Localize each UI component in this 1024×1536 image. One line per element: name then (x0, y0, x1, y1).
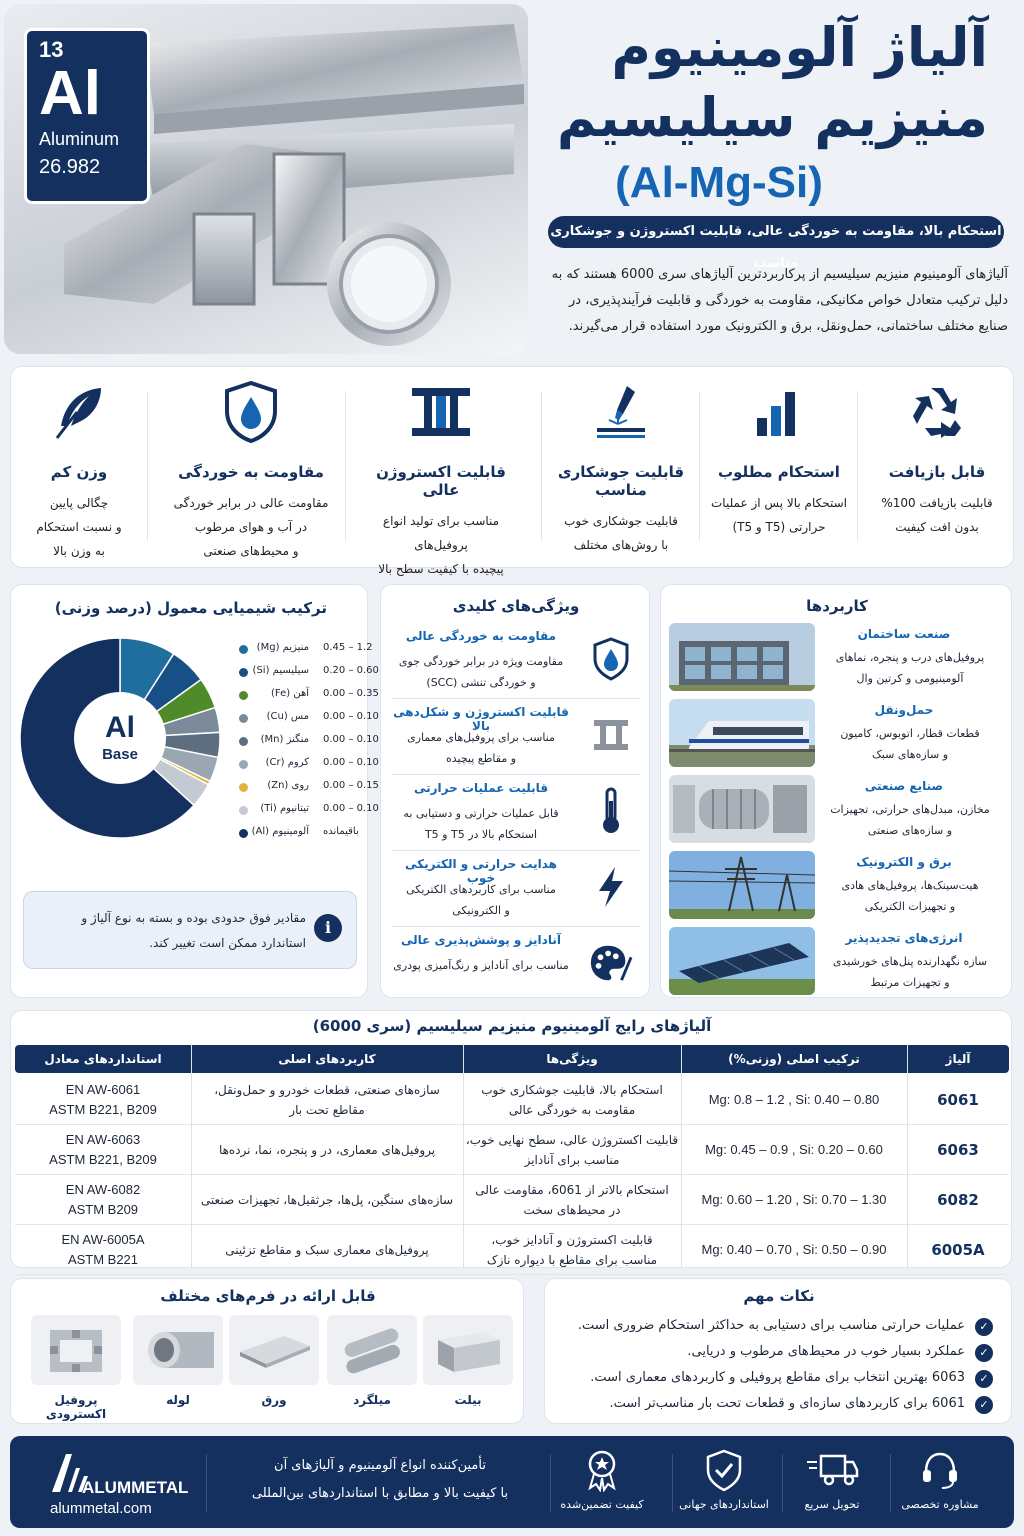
power-tower-photo (669, 851, 815, 919)
tip-item (553, 1369, 993, 1391)
key-features-panel (380, 584, 650, 998)
element-name: Aluminum (39, 129, 120, 149)
sheet-icon (234, 1322, 314, 1378)
form-pipe (133, 1315, 223, 1421)
feature-desc: مناسب برای تولید انواع پروفیل‌های (382, 514, 500, 552)
footer-bar (10, 1436, 1014, 1528)
form-sheet (229, 1315, 319, 1421)
check-icon: ✓ (975, 1370, 993, 1388)
shield-check-icon (704, 1448, 744, 1492)
key-feature-desc: و مقاطع پیچیده (445, 752, 517, 765)
legend-swatch (239, 645, 248, 654)
form-label: ورق (261, 1393, 287, 1407)
cell-uses-text: سازه‌های سنگین، پل‌ها، جرثقیل‌ها، تجهیزات صنعتی (200, 1193, 454, 1207)
check-icon: ✓ (975, 1344, 993, 1362)
cell-alloy-text: 6005A (931, 1241, 985, 1259)
cell-alloy-text: 6063 (937, 1141, 979, 1159)
legend-range: 0.00 – 0.10 (323, 757, 379, 768)
legend-label: تیتانیوم (Ti) (260, 803, 309, 814)
legend-swatch (239, 760, 248, 769)
cell-properties-text: قابلیت اکستروژن و آنادایز خوب، (491, 1233, 653, 1247)
legend-range: 0.00 – 0.10 (323, 734, 379, 745)
table-row (15, 1075, 1009, 1125)
cell-alloy (907, 1225, 1009, 1275)
application-desc: آلومینیومی و کرتین وال (856, 672, 964, 685)
application-desc: و سازه‌های صنعتی (867, 824, 953, 837)
application-desc: و سازه‌های سبک (871, 748, 949, 761)
application-item (667, 773, 1007, 843)
key-feature-desc: مناسب برای پروفیل‌های معماری (407, 731, 555, 744)
tip-text: عملکرد بسیار خوب در محیط‌های مرطوب و دریایی. (687, 1344, 965, 1359)
cell-composition-text: Mg: 0.60 – 1.20 , Si: 0.70 – 1.30 (701, 1192, 887, 1207)
water-drop-shield-icon (221, 379, 281, 445)
shield-drop-icon (591, 637, 631, 681)
legend-item (239, 733, 379, 751)
key-feature-item (391, 927, 641, 1003)
legend-label: آلومینیوم (Al) (251, 826, 309, 837)
cell-standards (15, 1175, 191, 1225)
footer-tagline2: با کیفیت بالا و مطابق با استانداردهای بین‌المللی (251, 1486, 509, 1501)
key-feature-title: قابلیت عملیات حرارتی (413, 781, 549, 795)
legend-swatch (239, 691, 248, 700)
train-photo (669, 699, 815, 767)
table-header (15, 1045, 1009, 1073)
applications-panel (660, 584, 1012, 998)
legend-swatch (239, 737, 248, 746)
bar-chart-icon (749, 382, 809, 442)
brand-name: ALUMMETAL (82, 1478, 189, 1497)
cell-uses (191, 1075, 463, 1125)
legend-label: منیزیم (Mg) (256, 642, 309, 653)
form-label: بیلت (454, 1393, 482, 1407)
cell-properties (463, 1075, 681, 1125)
feather-icon (49, 382, 109, 442)
header-composition: ترکیب اصلی (وزنی%) (728, 1052, 860, 1066)
legend-range: 0.00 – 0.10 (323, 803, 379, 814)
feature-title: وزن کم (50, 463, 108, 481)
tip-item (553, 1395, 993, 1417)
feature-desc: قابلیت بازیافت 100% (881, 496, 993, 510)
hero-image-aluminum-profiles (4, 4, 528, 354)
feature-corrosion (161, 377, 341, 557)
header-alloy: آلیاژ (945, 1052, 971, 1066)
forms-title: قابل ارائه در فرم‌های مختلف (160, 1287, 376, 1305)
key-feature-title: آنادایز و پوشش‌پذیری عالی (401, 933, 561, 947)
cell-uses-text: سازه‌های صنعتی، قطعات خودرو و حمل‌ونقل، (214, 1083, 440, 1097)
composition-title: ترکیب شیمیایی معمول (درصد وزنی) (54, 599, 327, 617)
key-feature-desc: مناسب برای آنادایز و رنگ‌آمیزی پودری (393, 959, 569, 972)
footer-tagline1: تأمین‌کننده انواع آلومینیوم و آلیاژهای آن (274, 1458, 486, 1473)
cell-standards-text: ASTM B221, B209 (49, 1102, 157, 1117)
application-desc: مخازن، مبدل‌های حرارتی، تجهیزات (830, 803, 990, 816)
application-desc: پروفیل‌های درب و پنجره، نماهای (835, 651, 985, 664)
cell-alloy-text: 6082 (937, 1191, 979, 1209)
periodic-element-tile (24, 28, 150, 204)
feature-lightweight (1, 377, 157, 557)
feature-desc: و محیط‌های صنعتی (203, 544, 299, 558)
key-feature-title: قابلیت اکستروژن و شکل‌دهی بالا (393, 705, 569, 733)
cell-composition (681, 1075, 907, 1125)
cell-properties-text: مقاومت به خوردگی عالی (508, 1103, 636, 1117)
service-delivery (782, 1448, 882, 1511)
product-forms-panel (10, 1278, 524, 1424)
application-item (667, 849, 1007, 919)
tips-title: نکات مهم (743, 1287, 815, 1305)
feature-desc: قابلیت جوشکاری خوب (564, 514, 678, 528)
application-desc: قطعات قطار، اتوبوس، کامیون (840, 727, 980, 740)
cell-uses-text: مقاطع تحت بار (289, 1103, 365, 1117)
cell-standards-text: EN AW-6082 (65, 1182, 141, 1197)
service-label: استانداردهای جهانی (679, 1498, 769, 1511)
service-label: مشاوره تخصصی (901, 1498, 979, 1511)
legend-item (239, 756, 379, 774)
cell-composition (681, 1175, 907, 1225)
paint-palette-icon (589, 943, 633, 983)
feature-desc: بدون افت کیفیت (895, 520, 979, 534)
cell-uses (191, 1125, 463, 1175)
header-standards: استانداردهای معادل (44, 1052, 162, 1066)
table-row (15, 1225, 1009, 1275)
extruded-profile-icon (36, 1322, 116, 1378)
feature-desc: استحکام بالا پس از عملیات (711, 496, 847, 510)
legend-label: کروم (Cr) (265, 757, 309, 768)
legend-range: 0.00 – 0.35 (323, 688, 379, 699)
cell-composition-text: Mg: 0.40 – 0.70 , Si: 0.50 – 0.90 (701, 1242, 887, 1257)
application-item (667, 925, 1007, 995)
form-extruded-profile (31, 1315, 121, 1421)
certificate-badge-icon (582, 1448, 622, 1492)
application-item (667, 621, 1007, 691)
feature-extrusion (363, 377, 519, 576)
key-feature-desc: و الکترونیکی (452, 904, 510, 917)
key-feature-desc: استحکام بالا در T5 و T5 (424, 828, 538, 841)
application-desc: و تجهیزات مرتبط (870, 976, 950, 989)
table-row (15, 1125, 1009, 1175)
feature-title: استحکام مطلوب (718, 463, 840, 481)
key-feature-desc: مناسب برای کاربردهای الکتریکی (406, 883, 556, 896)
feature-desc: با روش‌های مختلف (573, 538, 669, 552)
legend-item (239, 710, 379, 728)
application-title: برق و الکترونیک (856, 855, 952, 869)
check-icon: ✓ (975, 1318, 993, 1336)
service-consulting (890, 1448, 990, 1511)
building-photo (669, 623, 815, 691)
key-feature-item (391, 623, 641, 699)
intro-paragraph: آلیاژهای آلومینیوم منیزیم سیلیسیم از پرکاربردترین آلیاژهای سری 6000 هستند که به دلیل ترکیب متعادل خواص مکانیکی، مقاومت به خوردگی و قابلیت فرآیندپذیری، در صنایع مختلف ساختمانی، حمل‌ونقل، برق و الکترونیک مورد استفاده قرار می‌گیرند. (551, 267, 1008, 334)
welding-torch-icon (589, 380, 653, 444)
feature-recyclable (859, 377, 1015, 557)
form-label: پروفیل اکسترودی (45, 1393, 107, 1421)
feature-title: قابل بازیافت (888, 463, 986, 481)
key-feature-desc: و خوردگی تنشی (SCC) (426, 676, 536, 689)
form-round-bar (327, 1315, 417, 1421)
legend-item (239, 825, 375, 843)
form-label: لوله (166, 1393, 190, 1407)
application-desc: سازه نگهدارنده پنل‌های خورشیدی (832, 955, 988, 968)
key-feature-item (391, 851, 641, 927)
application-title: انرژی‌های تجدیدپذیر (845, 931, 963, 945)
features-strip (10, 366, 1014, 576)
headset-icon (918, 1448, 962, 1492)
composition-donut-chart (15, 633, 225, 843)
cell-alloy (907, 1075, 1009, 1125)
cell-alloy-text: 6061 (937, 1091, 979, 1109)
service-standards (674, 1448, 774, 1511)
table-title: آلیاژهای رایج آلومینیوم منیزیم سیلیسیم (سری 6000) (312, 1017, 712, 1035)
cell-properties-text: استحکام بالاتر از 6061، مقاومت عالی (475, 1183, 669, 1197)
atomic-number: 13 (39, 37, 64, 62)
cell-standards (15, 1075, 191, 1125)
cell-uses-text: پروفیل‌های معماری، در و پنجره، نما، نرده‌ها (218, 1143, 436, 1157)
service-label: کیفیت تضمین‌شده (560, 1498, 644, 1511)
cell-uses (191, 1225, 463, 1275)
legend-range: 0.00 – 0.10 (323, 711, 379, 722)
legend-item (239, 802, 379, 820)
important-notes-panel (544, 1278, 1012, 1424)
legend-label: سیلیسیم (Si) (252, 665, 309, 676)
cell-properties (463, 1175, 681, 1225)
extrusion-profile-icon (590, 714, 632, 756)
tagline-banner: استحکام بالا، مقاومت به خوردگی عالی، قابلیت اکستروژن و جوشکاری مناسب (548, 216, 1004, 248)
round-bar-icon (332, 1322, 412, 1378)
cell-properties (463, 1125, 681, 1175)
service-label: تحویل سریع (804, 1498, 860, 1511)
key-feature-item (391, 699, 641, 775)
applications-title: کاربردها (806, 597, 868, 615)
billet-icon (428, 1322, 508, 1378)
cell-alloy (907, 1125, 1009, 1175)
tip-item (553, 1317, 993, 1339)
brand-url[interactable]: alummetal.com (50, 1500, 152, 1517)
atomic-mass: 26.982 (39, 156, 101, 178)
legend-range: 0.20 – 0.60 (323, 665, 379, 676)
legend-item (239, 687, 379, 705)
cell-standards-text: ASTM B209 (67, 1202, 139, 1217)
feature-desc: پیچیده با کیفیت سطح بالا (378, 562, 504, 576)
cell-composition (681, 1225, 907, 1275)
tip-text: 6061 برای کاربردهای سازه‌ای و قطعات تحت بار مناسب‌تر است. (609, 1396, 965, 1411)
heat-exchanger-photo (669, 775, 815, 843)
feature-desc: مقاومت عالی در برابر خوردگی (173, 496, 329, 510)
tip-item (553, 1343, 993, 1365)
feature-title: قابلیت اکستروژن عالی (376, 463, 506, 499)
composition-note (23, 891, 357, 969)
key-feature-title: مقاومت به خوردگی عالی (405, 629, 557, 643)
cell-properties-text: مناسب برای مقاطع با دیواره نازک (486, 1253, 658, 1267)
legend-range: باقیمانده (323, 826, 359, 837)
note-text: مقادیر فوق حدودی بوده و بسته به نوع آلیاژ و استاندارد ممکن است تغییر کند. (81, 911, 306, 950)
feature-title: مقاومت به خوردگی (178, 463, 324, 481)
delivery-truck-icon (805, 1450, 859, 1490)
feature-desc: چگالی پایین (49, 496, 109, 510)
application-title: حمل‌ونقل (874, 703, 934, 717)
cell-uses (191, 1175, 463, 1225)
page-title-formula: (Al-Mg-Si) (615, 158, 823, 207)
legend-swatch (239, 829, 248, 838)
application-item (667, 697, 1007, 767)
legend-swatch (239, 714, 248, 723)
key-feature-item (391, 775, 641, 851)
cell-standards-text: EN AW-6005A (61, 1232, 145, 1247)
header-uses: کاربردهای اصلی (278, 1052, 376, 1066)
feature-desc: در آب و هوای مرطوب (194, 520, 308, 534)
application-desc: هیت‌سینک‌ها، پروفیل‌های هادی (841, 879, 979, 892)
recycle-icon (905, 380, 969, 444)
cell-properties-text: مناسب برای آنادایز (524, 1153, 620, 1167)
cell-standards (15, 1125, 191, 1175)
element-symbol: Al (39, 59, 101, 128)
legend-label: منگنز (Mn) (260, 734, 309, 745)
legend-swatch (239, 668, 248, 677)
header-properties: ویژگی‌ها (546, 1052, 598, 1066)
legend-item (239, 641, 375, 659)
key-feature-title: هدایت حرارتی و الکتریکی خوب (405, 857, 557, 885)
legend-range: 0.45 – 1.2 (323, 642, 373, 653)
feature-title: قابلیت جوشکاری مناسب (557, 463, 685, 499)
cell-properties-text: قابلیت اکستروژن عالی، سطح نهایی خوب، (465, 1133, 679, 1147)
legend-swatch (239, 806, 248, 815)
feature-strength (701, 377, 857, 557)
lightning-icon (595, 865, 627, 909)
donut-center-label: Base (102, 746, 138, 763)
key-features-title: ویژگی‌های کلیدی (452, 597, 580, 615)
feature-welding (543, 377, 699, 557)
legend-label: مس (Cu) (266, 711, 309, 722)
application-title: صنایع صنعتی (864, 779, 944, 793)
tip-text: عملیات حرارتی مناسب برای دستیابی به حداکثر استحکام ضروری است. (577, 1318, 965, 1333)
cell-alloy (907, 1175, 1009, 1225)
tip-text: 6063 بهترین انتخاب برای مقاطع پروفیلی و کاربردهای معماری است. (590, 1370, 965, 1385)
page-title-line2: منیزیم سیلیسیم (556, 86, 988, 149)
donut-center-symbol: Al (105, 711, 135, 744)
form-label: میلگرد (353, 1393, 391, 1407)
feature-desc: حرارتی (T5 و T5) (732, 520, 826, 534)
cell-standards-text: EN AW-6063 (65, 1132, 141, 1147)
cell-composition-text: Mg: 0.8 – 1.2 , Si: 0.40 – 0.80 (708, 1092, 880, 1107)
key-feature-desc: مقاومت ویژه در برابر خوردگی جوی (398, 655, 564, 668)
legend-item (239, 664, 379, 682)
cell-composition-text: Mg: 0.45 – 0.9 , Si: 0.20 – 0.60 (705, 1142, 883, 1157)
feature-desc: و نسبت استحکام (36, 520, 122, 534)
cell-standards (15, 1225, 191, 1275)
alloys-table (10, 1010, 1012, 1268)
cell-properties (463, 1225, 681, 1275)
cell-properties-text: استحکام بالا، قابلیت جوشکاری خوب (481, 1083, 663, 1097)
cell-standards-text: ASTM B221 (67, 1252, 139, 1267)
chemical-composition-panel (10, 584, 379, 998)
legend-item (239, 779, 379, 797)
form-billet (423, 1315, 513, 1421)
cell-properties-text: در محیط‌های سخت (523, 1203, 621, 1217)
key-feature-desc: قابل عملیات حرارتی و دستیابی به (403, 807, 559, 820)
extrusion-profile-icon (406, 382, 476, 442)
cell-standards-text: ASTM B221, B209 (49, 1152, 157, 1167)
application-desc: و تجهیزات الکتریکی (864, 900, 956, 913)
table-row (15, 1175, 1009, 1225)
page-title-line1: آلیاژ آلومینیوم (611, 16, 988, 79)
solar-panel-photo (669, 927, 815, 995)
legend-label: روی (Zn) (267, 780, 309, 791)
legend-label: آهن (Fe) (270, 688, 309, 699)
cell-composition (681, 1125, 907, 1175)
service-quality (552, 1448, 652, 1511)
cell-standards-text: EN AW-6061 (65, 1082, 141, 1097)
legend-swatch (239, 783, 248, 792)
thermometer-icon (596, 787, 626, 835)
legend-range: 0.00 – 0.15 (323, 780, 379, 791)
feature-desc: به وزن بالا (53, 544, 105, 558)
check-icon: ✓ (975, 1396, 993, 1414)
pipe-icon (138, 1322, 218, 1378)
info-icon: i (314, 914, 342, 942)
application-title: صنعت ساختمان (857, 627, 951, 641)
cell-uses-text: پروفیل‌های معماری سبک و مقاطع تزئینی (225, 1243, 429, 1257)
